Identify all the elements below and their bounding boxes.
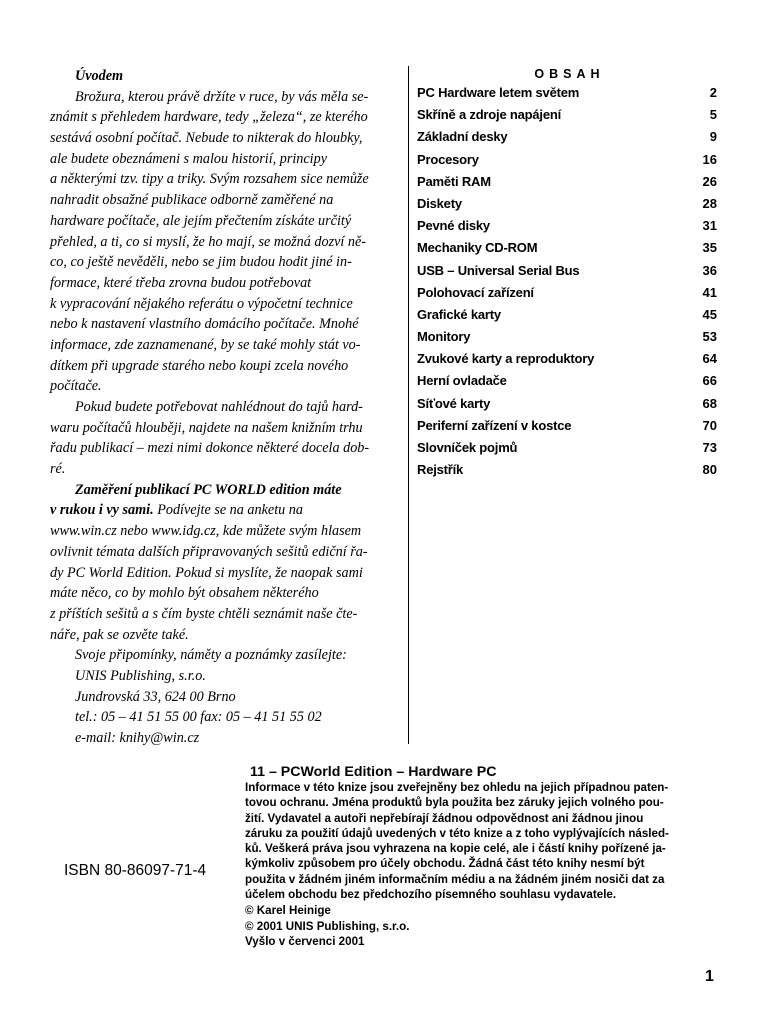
toc-entry-label: Grafické karty: [417, 306, 501, 322]
toc-entry-label: Herní ovladače: [417, 373, 507, 389]
toc-entry[interactable]: [417, 370, 717, 392]
contact-line: Svoje připomínky, náměty a poznámky zasílejte:: [75, 647, 347, 664]
edition-title: 11 – PCWorld Edition – Hardware PC: [250, 764, 497, 780]
toc-entry-page: 64: [702, 351, 717, 367]
intro-line: k vypracování nějakého referátu o výpočetní technice: [50, 295, 353, 312]
toc-entry-page: 5: [709, 107, 717, 123]
intro-line: Pokud budete potřebovat nahlédnout do tajů hard-: [75, 399, 363, 415]
toc-entry-label: Polohovací zařízení: [417, 284, 534, 300]
credit-line: © Karel Heinige: [245, 904, 331, 917]
toc-entry-page: 80: [702, 462, 717, 478]
intro-line: ale budete obeznámeni s malou historií, principy: [50, 150, 328, 167]
toc-entry-page: 16: [702, 151, 717, 167]
toc-entry-label: Procesory: [417, 151, 479, 167]
intro-line: sestává osobní počítač. Nebude to nikterak do hloubky,: [50, 130, 363, 147]
legal-line: Informace v této knize jsou zveřejněny bez ohledu na jejich případnou paten-: [245, 781, 669, 794]
toc-entry-page: 73: [702, 440, 717, 455]
toc-entry-page: 36: [702, 262, 717, 278]
legal-line: žití. Vydavatel a autoři nepřebírají žádnou odpovědnost ani žádnou jinou: [245, 811, 644, 825]
intro-line: ré.: [50, 461, 66, 478]
toc-entry-label: Slovníček pojmů: [417, 440, 518, 455]
toc-entry-label: Mechaniky CD-ROM: [417, 240, 538, 256]
contact-line: UNIS Publishing, s.r.o.: [75, 667, 206, 684]
toc-entry-page: 26: [702, 173, 717, 189]
toc-entry[interactable]: [417, 82, 717, 104]
toc-entry[interactable]: [417, 237, 717, 259]
contact-line: Jundrovská 33, 624 00 Brno: [75, 688, 236, 705]
intro-heading: Úvodem: [75, 68, 124, 84]
toc-entry-label: Skříně a zdroje napájení: [417, 107, 562, 123]
intro-line: nahradit obsažné publikace odborně zaměřené na: [50, 192, 334, 209]
intro-line: waru počítačů hlouběji, najdete na našem knižním trhu: [50, 419, 363, 436]
toc-entry[interactable]: [417, 193, 717, 215]
toc-entry[interactable]: [417, 437, 717, 459]
toc-entry-label: Základní desky: [417, 129, 508, 145]
toc-entry-page: 53: [702, 329, 717, 345]
isbn: ISBN 80-86097-71-4: [64, 862, 207, 879]
toc-entry-page: 66: [702, 373, 717, 389]
toc-entry-page: 2: [709, 85, 717, 100]
toc-entry[interactable]: [417, 415, 717, 437]
intro-section: [50, 66, 400, 749]
intro-line: co, co ještě nevěděli, nebo se jim budou hodit jiné in-: [50, 254, 352, 271]
intro-line: Brožura, kterou právě držíte v ruce, by vás měla se-: [75, 88, 369, 105]
toc-entry-page: 35: [702, 240, 717, 256]
column-divider: [408, 66, 409, 744]
toc-entry-page: 31: [702, 218, 717, 234]
contact-line: tel.: 05 – 41 51 55 00 fax: 05 – 41 51 55 02: [75, 709, 322, 726]
toc-entry-page: 9: [709, 129, 717, 145]
contact-line: e-mail: knihy@win.cz: [75, 730, 200, 746]
credit-line: © 2001 UNIS Publishing, s.r.o.: [245, 919, 410, 933]
intro-bold-line: Zaměření publikací PC WORLD edition máte: [75, 481, 342, 498]
intro-line: dítkem při upgrade starého nebo koupi zcela nového: [50, 357, 349, 374]
page-number: 1: [705, 968, 714, 985]
intro-line: z příštích sešitů a s čím byste chtěli seznámit naše čte-: [50, 605, 358, 622]
intro-line: dy PC World Edition. Pokud si myslíte, že naopak sami: [50, 564, 363, 581]
intro-line: řadu publikací – mezi nimi dokonce některé docela dob-: [50, 440, 370, 457]
credit-line: Vyšlo v červenci 2001: [245, 935, 365, 948]
legal-line: ků. Veškerá práva jsou vyhrazena na kopie celé, ale i částí knihy pořízené ja-: [245, 842, 666, 856]
toc-entry-label: Monitory: [417, 329, 471, 345]
toc-entry-label: Pevné disky: [417, 218, 490, 234]
toc-entry[interactable]: [417, 171, 717, 193]
toc-entry-page: 70: [702, 417, 717, 433]
credits: [245, 903, 409, 950]
toc-entry[interactable]: [417, 215, 717, 237]
toc-entry-label: Diskety: [417, 195, 462, 211]
toc-entry[interactable]: [417, 393, 717, 415]
toc-entry-label: USB – Universal Serial Bus: [417, 262, 580, 278]
intro-line: formace, které třeba zrovna budou potřebovat: [50, 274, 312, 291]
toc-entry[interactable]: [417, 282, 717, 304]
legal-line: kýmkoliv způsobem pro účely obchodu. Žádná část této knihy nesmí být: [245, 857, 645, 871]
intro-line: nebo k nastavení vlastního domácího počítače. Mnohé: [50, 316, 359, 333]
toc-entry[interactable]: [417, 304, 717, 326]
toc-entry-label: Síťové karty: [417, 395, 491, 411]
toc-entry[interactable]: [417, 149, 717, 171]
toc-entry[interactable]: [417, 348, 717, 370]
intro-fragment: Podívejte se na anketu na: [153, 502, 303, 519]
intro-line: a některými tzv. tipy a triky. Svým rozsahem sice nemůže: [50, 171, 369, 188]
intro-line: počítače.: [50, 378, 102, 395]
intro-line: známit s přehledem hardware, tedy „železa“, ze kterého: [50, 109, 368, 126]
toc-entry-label: Zvukové karty a reproduktory: [417, 351, 595, 367]
toc-entry-label: Paměti RAM: [417, 173, 491, 189]
legal-line: záruku za použití údajů uvedených v této knize a z toho vyplývajících násled-: [245, 826, 669, 840]
toc-entry-label: Rejstřík: [417, 462, 464, 478]
intro-line: hardware počítače, ale jejím přečtením získáte určitý: [50, 212, 352, 229]
intro-line: informace, zde zaznamenané, by se také mohly stát vo-: [50, 336, 361, 353]
legal-line: použita v žádném jiném informačním médiu a na žádném jiném nosiči dat za: [245, 872, 665, 886]
toc-title: OBSAH: [534, 67, 605, 81]
intro-line: ovlivnit témata dalších připravovaných sešitů ediční řa-: [50, 543, 368, 560]
intro-line: přehled, a ti, co si myslí, že ho mají, se možná dozví ně-: [50, 233, 367, 250]
legal-line: tovou ochranu. Jména produktů byla použita bez záruky jejich volného pou-: [245, 796, 664, 810]
toc-entry-label: PC Hardware letem světem: [417, 85, 580, 100]
toc-entry[interactable]: [417, 326, 717, 348]
toc-entry-page: 68: [702, 395, 717, 411]
intro-line: máte něco, co by mohlo být obsahem některého: [50, 585, 319, 602]
toc-entry[interactable]: [417, 459, 717, 481]
intro-line: www.win.cz nebo www.idg.cz, kde můžete svým hlasem: [50, 523, 362, 540]
intro-line: náře, pak se ozvěte také.: [50, 626, 189, 643]
intro-bold-fragment: v rukou i vy sami.: [50, 502, 154, 519]
toc-entry-page: 28: [702, 195, 717, 211]
table-of-contents: [417, 66, 717, 481]
toc-entry-page: 41: [702, 284, 717, 300]
toc-entry[interactable]: [417, 104, 717, 126]
toc-entry[interactable]: [417, 126, 717, 148]
toc-entry-page: 45: [702, 306, 717, 322]
toc-entry-label: Periferní zařízení v kostce: [417, 417, 572, 433]
legal-line: účelem obchodu bez předchozího písemného souhlasu vydavatele.: [245, 888, 617, 902]
intro-mixed-line: [50, 500, 400, 521]
toc-entry[interactable]: [417, 260, 717, 282]
legal-notice: [245, 780, 717, 902]
